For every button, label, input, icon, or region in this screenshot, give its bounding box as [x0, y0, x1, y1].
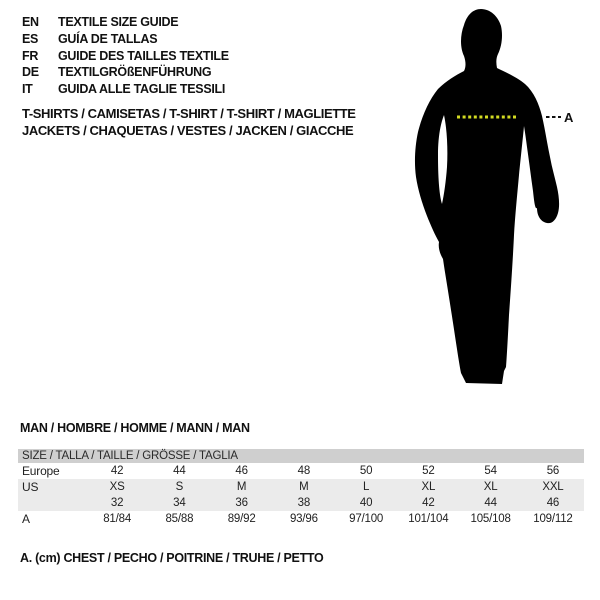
size-cell: 44 [460, 495, 522, 511]
size-cell: 97/100 [349, 513, 384, 525]
size-cell: 46 [522, 495, 584, 511]
language-row-en [22, 14, 229, 31]
language-code: ES [22, 31, 39, 46]
size-cell: 85/88 [165, 513, 194, 525]
size-cell: XXL [522, 479, 584, 495]
language-label: TEXTILGRÖßENFÜHRUNG [58, 65, 212, 80]
language-code: FR [22, 48, 39, 63]
size-row-label: A [22, 512, 30, 526]
language-code: IT [22, 82, 33, 97]
language-code: EN [22, 15, 39, 29]
footnote-chest: A. (cm) CHEST / PECHO / POITRINE / TRUHE / PETTO [20, 551, 324, 565]
section-title-man: MAN / HOMBRE / HOMME / MANN / MAN [20, 421, 250, 435]
language-label: GUÍA DE TALLAS [58, 31, 158, 46]
category-line-tshirts: T-SHIRTS / CAMISETAS / T-SHIRT / T-SHIRT / MAGLIETTE [22, 106, 356, 121]
size-cell: M [273, 479, 335, 495]
size-cell: 48 [297, 465, 311, 477]
size-cell: 42 [397, 495, 459, 511]
size-row-label: US [18, 479, 86, 495]
size-cell: M [211, 479, 273, 495]
size-table-row [18, 511, 584, 527]
language-list [22, 14, 229, 98]
size-row-label: Europe [22, 464, 60, 478]
size-table-row [18, 495, 584, 511]
size-cell: 81/84 [103, 513, 132, 525]
size-cell: 36 [211, 495, 273, 511]
size-cell: 32 [86, 495, 148, 511]
size-cell: 109/112 [533, 513, 573, 525]
size-cell: 101/104 [408, 513, 449, 525]
measure-label-a: A [564, 110, 574, 125]
size-cell: 40 [335, 495, 397, 511]
category-line-jackets: JACKETS / CHAQUETAS / VESTES / JACKEN / GIACCHE [22, 123, 354, 138]
size-cell: XS [86, 479, 148, 495]
size-cell: XL [460, 479, 522, 495]
man-silhouette-figure [405, 5, 585, 390]
size-cell: 34 [148, 495, 210, 511]
size-cell: 56 [546, 465, 560, 477]
size-cell: 44 [173, 465, 186, 477]
language-row-it [22, 81, 229, 98]
size-cell: 50 [359, 465, 373, 477]
size-table-header: SIZE / TALLA / TAILLE / GRÖSSE / TAGLIA [18, 449, 584, 463]
language-code: DE [22, 65, 39, 80]
man-silhouette [415, 9, 559, 384]
size-row-label [18, 495, 86, 511]
size-cell: 54 [484, 465, 497, 477]
category-lines [22, 105, 356, 139]
size-cell: 93/96 [289, 513, 318, 525]
language-row-es [22, 31, 229, 48]
size-table-row [18, 463, 584, 479]
language-row-fr [22, 48, 229, 65]
size-table-body [18, 463, 584, 527]
size-table [18, 449, 584, 527]
size-cell: 89/92 [227, 513, 256, 525]
size-cell: 38 [273, 495, 335, 511]
man-silhouette-svg [405, 5, 585, 390]
size-cell: S [148, 479, 210, 495]
size-table-row [18, 479, 584, 495]
language-row-de [22, 64, 229, 81]
language-label: GUIDA ALLE TAGLIE TESSILI [58, 82, 226, 97]
size-cell: 105/108 [470, 513, 511, 525]
size-cell: L [335, 479, 397, 495]
size-cell: 42 [110, 465, 124, 477]
size-cell: 52 [422, 465, 435, 477]
size-cell: 46 [235, 465, 248, 477]
size-table-header-row [18, 449, 584, 463]
size-cell: XL [397, 479, 459, 495]
language-label: GUIDE DES TAILLES TEXTILE [58, 48, 229, 63]
language-label: TEXTILE SIZE GUIDE [58, 15, 179, 29]
